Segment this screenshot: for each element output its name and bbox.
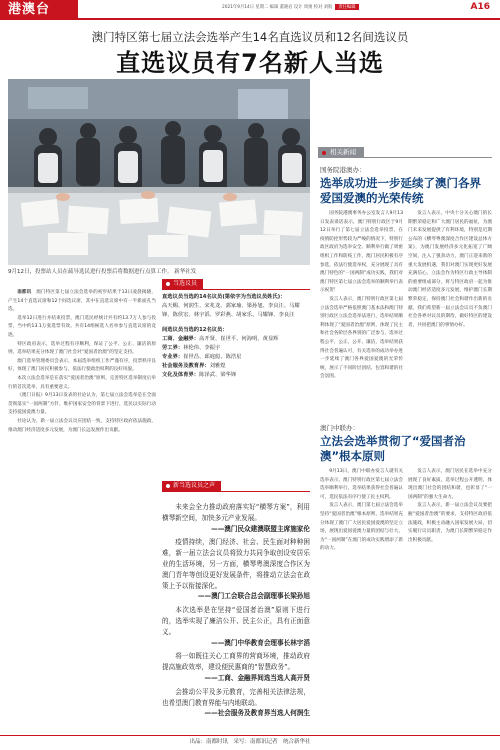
article-kicker: 澳门特区第七届立法会选举产生14名直选议员和12名间选议员: [91, 30, 409, 44]
quote-text: 疫情持续，澳门经济、社会、民生面对种种困难，新一届立法会议员将致力共同争取创设安居乐业的生活环境，另一方面，横琴粤澳深度合作区为澳门青年等创设更好发展条件，将推动立法会在政策上予以衔接深化。: [162, 538, 310, 590]
sub-headline: 立法会选举贯彻了“爱国者治澳”根本原则: [320, 434, 466, 463]
page-header: [0, 0, 500, 20]
article-paragraph: 选举12日进行并结束投票，澳门选民经统计共有约13.7万人参与投票，当中约13.1万张选票有效。共有14组候选人名单参与直选议席的竞逐。: [8, 315, 156, 338]
related-news-rule: [318, 157, 492, 158]
editor-badge: 责任编辑: [335, 4, 358, 10]
article-byline: 南都讯: [17, 290, 32, 295]
quote-source: ——澳门中华教育会理事长林宇滔: [211, 638, 310, 647]
indirect-members-heading: 间选议员当选的12名议员：: [162, 327, 228, 333]
photo-caption: 9月12日，投票站人员在疏导选民进行投票后将数据进行点算工作。 新华社发: [8, 269, 197, 275]
article-headline: 直选议员有7名新人当选: [116, 49, 384, 77]
page-footer: 出品：南都时讯 采写：南都讯记者 统合新华社: [189, 739, 311, 745]
issue-meta-text: 2021年9月14日 星期二 编辑 董晓岩 设计 周俊 校对 刘航: [222, 5, 333, 10]
page-number: A16: [470, 2, 490, 12]
article-paragraph: 澳门选举管理委员会表示，本届选举组织工作严谨有序，投票秩序良好，体现了澳门居民积极参与、依法行使政治权利的良好风貌。: [8, 358, 156, 373]
quote-text: 未来会全力推动政府落实好“横琴方案”，利用横琴新空间，加快多元产业发展。: [162, 503, 310, 522]
article-paragraph: 社论认为，新一届立法会议员应团结一致，支持特区政府依法施政，推动澳门经济适度多元发展，为澳门长远发展作出贡献。: [8, 418, 156, 433]
article-paragraph: 南都讯 澳门特区第七届立法会选举的初步结果于13日凌晨揭晓，产生14个直选议席和12个间选议席，其中在直选议席中有一半新面孔当选。: [8, 290, 156, 313]
article-paragraph: 特区政府表示，选举过程有序顺利，保证了公平、公正、廉洁的原则，选举结果充分体现了澳门社会对“爱国者治澳”的坚定支持。: [8, 341, 156, 356]
indirect-members-row: 专业界：崔世昌、邱庭彪、陈浩星: [162, 354, 242, 360]
indirect-members-row: 劳工界：林伦伟、李振宇: [162, 345, 221, 351]
sub-body-col2: [408, 468, 492, 732]
direct-members-names: 高天赐、何润生、宋兆龙、郭家瑜、梁孙旭、李良汪、马耀锋、陈侯宏、林宇滔、罗彩燕、胡家乐、马耀锋、李良汪: [162, 303, 300, 318]
sub-kicker: 澳门中联办：: [320, 424, 359, 432]
related-headline: 选举成功进一步延续了澳门各界爱国爱澳的光荣传统: [320, 176, 481, 205]
footer-rule: [0, 735, 500, 736]
sub-paragraph: 发言人表示，澳门第七届立法会选举坚持“爱国者治澳”根本原则，选举结果充分体现了澳门广大居民爱国爱澳的坚定立场，展现出爱国爱澳力量的团结与壮大，为“一国两制”在澳门的成功实践增添了新的动力。: [320, 503, 403, 552]
new-members-voices-tag: 新当选议员之声: [162, 481, 221, 491]
direct-members-heading: 直选议员当选的14名议员(第依字为当选议员姓氏)：: [162, 294, 286, 300]
news-photo: [8, 79, 310, 265]
sub-paragraph: 9月13日，澳门中联办发言人就有关选举表示，澳门特别行政区第七届立法会选举顺利举行，选举结果获得社会普遍认可，选民依法有序行使了民主权利。: [320, 469, 403, 500]
related-paragraph: 发言人表示，澳门特别行政区第七届立法会选举严格依照澳门基本法和澳门特别行政区立法会选举法进行，选举结果顺利体现了“爱国者治澳”原则，体现了民主和社会各阶层各界别的广泛参与，选举过程公平、公正、公开、廉洁，选举结果获得社会普遍认可，有关选举的成功举办进一步延续了澳门各界爱国爱澳的光荣传统，展示了不同阶层团结、包容和谐的社会氛围。: [320, 296, 403, 380]
new-members-voices-rule: [162, 491, 310, 492]
quote-source: ——工商、金融界间选当选人高开贤: [204, 673, 310, 682]
quote-source: ——澳门民众建澳联盟主席施家伦: [211, 524, 310, 533]
related-body-col1: [320, 210, 403, 414]
quote-text: 本次选举是在坚持“爱国者治澳”原则下进行的，选举实现了廉洁公开、民主公正，具有正面意义。: [162, 606, 310, 636]
article-paragraph: 《澳门日报》9月13日发表的社论认为，第七届立法会选举是在全面贯彻落实“一国两制”方针、维护国家安全的背景下进行，选民以实际行动支持爱国爱澳力量。: [8, 393, 156, 416]
sub-paragraph: 发言人表示，澳门居民在选举中充分展现了良好素质，选举过程公开透明，体现出澳门社会的团结和谐，也彰显了“一国两制”的强大生命力。: [408, 469, 492, 500]
elected-members-list: [162, 293, 308, 380]
sub-body-col1: [320, 468, 403, 732]
related-news-tag: 相关新闻: [318, 147, 364, 158]
quote-source: ——社会服务及教育界当选人何润生: [204, 709, 310, 718]
indirect-members-row: 文化及体育界：陈泽武、梁华锋: [162, 372, 237, 378]
related-paragraph: 国务院港澳事务办公室发言人9月13日发表谈话表示，澳门特别行政区于9月12日举行了第七届立法会选举投票，在疫情防控形势较为严峻的情况下，特别行政区政府为选举安全、顺利举行做了周密组织工作和防疫工作，澳门居民积极有序参选，依法行使选举权，充分展现了具有澳门特色的“一国两制”成功实践，我们对澳门特区第七届立法会选举的顺利举行表示祝贺！: [320, 211, 403, 294]
elected-members-tag: 当选议员: [162, 279, 203, 289]
sub-paragraph: 发言人表示，新一届立法会议员要把握“爱国者治澳”的要求，支持特区政府依法施政，积极主动融入国家发展大局，切实履行议员职责，为澳门长期繁荣稳定作出积极贡献。: [408, 503, 492, 543]
vote-counting-photo-illustration: [8, 79, 310, 265]
quote-source: ——澳门工会联合总会副理事长梁孙旭: [197, 592, 310, 601]
article-paragraph: 本次立法会选举是在落实“爱国者治澳”原则、完善特区选举制度后举行的首次选举，具有重要意义。: [8, 375, 156, 390]
section-title: 港澳台: [0, 0, 78, 20]
related-body-col2: [408, 210, 492, 414]
issue-meta: [222, 4, 359, 10]
indirect-members-row: 社会服务及教育界：刘雅煌: [162, 363, 226, 369]
related-paragraph: 发言人表示，中央十分关心澳门的长期繁荣稳定和广大澳门居民的福祉，为澳门未来发展提供了有利环境，特别是近期公布的《横琴粤澳深度合作区建设总体方案》，为澳门发展经济多元化拓宽了广阔空间，注入了强劲动力，澳门正迎来新的重大发展机遇，我们对澳门实现更好发展充满信心，立法会作为特区行政主导体制的重要组成部分，将与特区政府一起为推动澳门经济适度多元发展，维护澳门长期繁荣稳定、保持澳门社会和谐作出新的贡献。我们希望新一届立法会议员不负澳门社会各界对议员的期待，做好特区的建设者，共同把澳门的事情办好。: [408, 211, 492, 328]
related-kicker: 国务院港澳办：: [320, 166, 366, 174]
main-article-body: [8, 289, 156, 733]
indirect-members-row: 工商、金融界：高开贤、崔世平、何海明、黄显辉: [162, 336, 279, 342]
quote-text: 将一如既往关心工商界的营商环境，推动政府提高施政效率，建设便民惠商的“智慧政务”。: [162, 652, 310, 672]
quote-text: 会推动公平及多元教育，完善相关法律法规，也希望澳门教育界能与内地联动。: [162, 687, 310, 707]
new-members-quotes: [162, 502, 310, 722]
elected-members-rule: [162, 289, 310, 290]
